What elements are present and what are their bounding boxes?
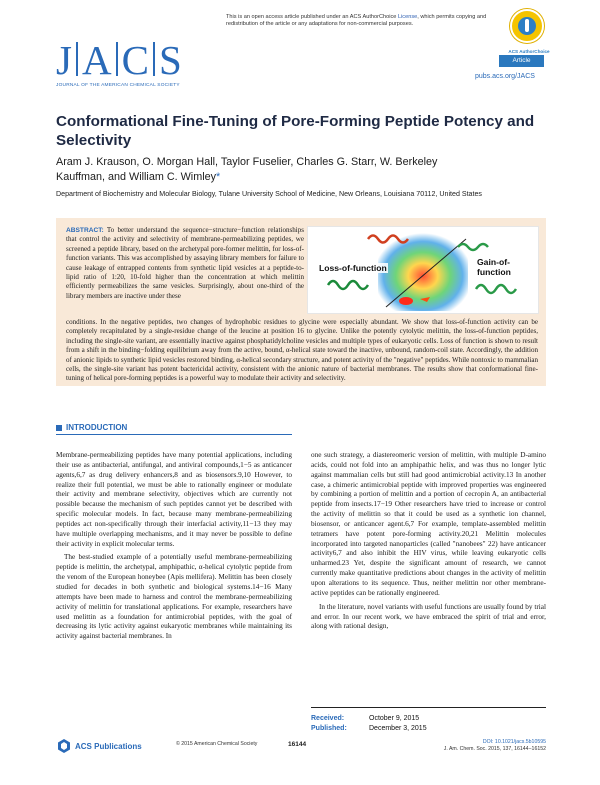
- section-heading: INTRODUCTION: [56, 423, 127, 432]
- logo-letter: J: [56, 37, 72, 83]
- acs-publications-logo[interactable]: ACS Publications: [56, 738, 142, 754]
- received-date: October 9, 2015: [369, 715, 420, 722]
- citation: J. Am. Chem. Soc. 2015, 137, 16144−16152: [443, 746, 546, 752]
- publication-dates: [311, 707, 546, 734]
- journal-url-link[interactable]: pubs.acs.org/JACS: [475, 73, 535, 80]
- logo-letter: C: [121, 37, 149, 83]
- badge-label: ACS AuthorChoice: [508, 49, 550, 54]
- open-access-badge: [508, 9, 550, 54]
- paragraph: Membrane-permeabilizing peptides have many potential applications, including their use as antibacterial, antifungal, and antiviral compounds,1−5 as anticancer agents,6,7 as drug delivery enhancers,8 and as biosensors.9,10 However, to realize their full potential, we must be able to rationally engineer or modulate their activity and membrane selectivity, objectives which are currently not possible because the mechanism of such peptides cannot yet be described with specific molecular models. In fact, because many membrane-permeabilizing peptides act non-specifically through their interfacial activity,11−13 they may have multiple overlapping mechanisms, and it may never be possible to define their activity in explicit molecular terms.: [56, 451, 292, 548]
- article-type-tag: Article: [499, 55, 544, 67]
- acs-hexagon-icon: [56, 738, 72, 754]
- logo-letter: A: [81, 37, 112, 83]
- helix-left: [328, 281, 368, 289]
- author-list: Aram J. Krauson, O. Morgan Hall, Taylor Fuselier, Charles G. Starr, W. Berkeley Kauffman, and William C. Wimley*: [56, 156, 438, 183]
- logo-letter: S: [158, 37, 182, 83]
- abstract-label: ABSTRACT:: [66, 227, 104, 234]
- open-access-notice: This is an open access article published under an ACS AuthorChoice License, which permits copying and redistribution of the article or any adaptations for non-commercial purposes.: [226, 14, 487, 28]
- abstract-text-part2: conditions. In the negative peptides, two changes of hydrophobic residues to glycine were especially abundant. We show that loss-of-function activity can be completely recapitulated by a single-residue change of the leucine at position 16 to glycine. Unlike the potently cytolytic melittin, the loss-of-function peptides, including the single-site variant, are essentially inactive against phosphatidylcholine vesicles and multiple types of eukaryotic cells. Loss of function is shown to result from a shift in the binding−folding equilibrium away from the active, bound, α-helical state toward the inactive, unbound, random-coil state. Accordingly, the addition of anionic lipids to synthetic lipid vesicles restored binding, α-helical secondary structure, and potent activity of the "negative" peptides. While nontoxic to mammalian cells, the single-site variant has potent bactericidal activity, consistent with the anionic nature of bacterial membranes. The results show that conformational fine-tuning of helical pore-forming peptides is a powerful way to modulate their activity and selectivity.: [66, 318, 538, 383]
- figure-label-loss: Loss-of-function: [319, 263, 387, 273]
- paper-title: Conformational Fine-Tuning of Pore-Forming Peptide Potency and Selectivity: [56, 113, 535, 149]
- page-footer: [56, 738, 546, 758]
- doi-block: [444, 739, 546, 753]
- toc-graphic: [307, 226, 539, 314]
- hotspot: [399, 297, 413, 305]
- paragraph: one such strategy, a diastereomeric version of melittin, with multiple D-amino acids, could not fold into an amphipathic helix, and was thus no longer lytic against mammalian cells but still had good antimicrobial activity.13 In another case, a chimeric antimicrobial peptide with improved properties was engineered by combining a portion of melittin and a portion of cecropin A, an antibacterial peptide from insects.17−19 Other researchers have tried to increase or control the activity of melittin so that it could be used as a synthetic ion channel, biosensor, or anticancer agent.6,7 For example, template-assembled melittin tetramers have potent pore-forming activity.20,21 Melittin molecules incorporated into targeted nanoparticles (called "nanobees" 22) have anticancer activity6,7 and also inhibit the HIV virus, while leaving eukaryotic cells unharmed.23 Yet, despite the significant amount of research, we cannot currently make quantitative predictions about changes in the activity of melittin upon alterations to its sequence. Thus, neither melittin nor other membrane-active peptides can be rationally engineered.: [311, 451, 546, 597]
- paragraph: In the literature, novel variants with useful functions are usually found by trial and error. In our recent work, we have embraced the spirit of trial and error, along with rational design,: [311, 602, 546, 631]
- helix-right: [476, 285, 516, 293]
- affiliation: Department of Biochemistry and Molecular Biology, Tulane University School of Medicine, New Orleans, Louisiana 70112, United States: [56, 190, 482, 198]
- journal-subtitle: JOURNAL OF THE AMERICAN CHEMICAL SOCIETY: [56, 83, 180, 88]
- copyright: © 2015 American Chemical Society: [176, 741, 258, 747]
- abstract-text-part1: ABSTRACT: To better understand the sequence−structure−function relationships that control the activity and selectivity of membrane-permeabilizing peptides, we screened a peptide library, based on the archetypal pore-former melittin, for loss-of-function variants. This was accomplished by assaying library members for failure to cause leakage of entrapped contents from synthetic lipid vesicles at a peptide-to-lipid ratio of 1:20, 10-fold higher than the concentration at which melittin efficiently permeabilizes the same vesicles. Surprisingly, about one-third of the library members are inactive under these: [66, 226, 304, 300]
- column-left: [56, 451, 292, 646]
- paragraph: The best-studied example of a potentially useful membrane-permeabilizing peptide is melittin, the archetypal, amphipathic, α-helical cytolytic peptide from the venom of the European honeybee (Apis mellifera). Melittin has been closely studied for decades in both synthetic and biological systems.14−16 Many attempts have been made to harness and control the membrane-permeabilizing activity of melittin for translational applications. For example, researchers have used melittin as a foundation for antimicrobial peptides, with the goal of decreasing its lytic activity against eukaryotic membranes while maintaining its activity against bacterial membranes. In: [56, 553, 292, 641]
- section-square-icon: [56, 425, 62, 431]
- corresponding-author-mark[interactable]: *: [216, 170, 221, 183]
- page-number: 16144: [288, 741, 307, 748]
- published-label: Published:: [311, 725, 347, 732]
- doi-link[interactable]: DOI: 10.1021/jacs.5b10595: [482, 739, 546, 745]
- column-right: [311, 451, 546, 636]
- journal-logo: [56, 37, 182, 83]
- received-label: Received:: [311, 715, 345, 722]
- section-rule: [56, 434, 292, 435]
- published-date: December 3, 2015: [369, 725, 427, 732]
- figure-label-gain: Gain-of-function: [476, 257, 538, 277]
- license-link[interactable]: License: [397, 14, 418, 20]
